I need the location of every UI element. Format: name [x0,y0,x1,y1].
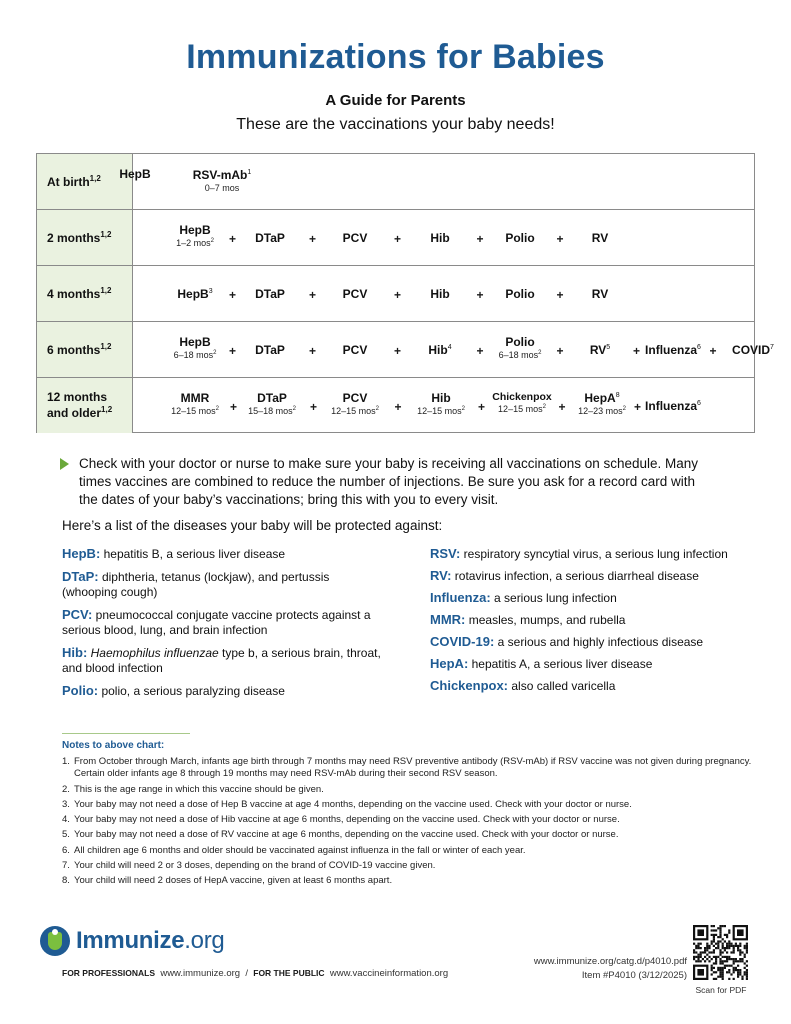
disease-item [62,607,382,638]
age-label-text: At birth$^{1,2}$ [47,173,101,189]
plus-sign: + [393,232,402,246]
disease-desc: respiratory syncytial virus, a serious lung infection [460,547,728,561]
plus-sign: + [308,232,317,246]
vaccine-hib [430,231,449,245]
vaccine-name: Influenza$^6$ [645,343,701,357]
qr-code-icon[interactable] [693,925,748,980]
disease-term: COVID-19: [430,634,495,649]
schedule-row [37,210,754,266]
vaccine-name: COVID$^7$ [732,343,774,357]
item-number: Item #P4010 (3/12/2025) [581,970,687,981]
vaccine-name: Influenza$^6$ [645,399,701,413]
age-label-text: 6 months$^{1,2}$ [47,341,112,357]
vaccine-pcv [343,287,368,301]
disease-item [430,612,760,628]
vaccine-name: Hib [430,287,450,301]
diseases-intro: Here’s a list of the diseases your baby will be protected against: [62,518,443,533]
vaccine-name: Hib [430,231,450,245]
vaccine-name: Hib$^4$ [428,343,452,357]
disease-item [430,678,760,694]
vaccine-influenza [645,343,701,357]
disease-desc: a serious lung infection [490,591,617,605]
pdf-link[interactable]: www.immunize.org/catg.d/p4010.pdf [533,956,687,967]
vaccine-hib [428,343,451,357]
vaccine-age-range: 0–7 mos [204,183,240,193]
note-item [62,875,752,887]
disease-item [430,634,760,650]
age-label [37,378,133,433]
plus-sign: + [632,344,641,358]
disease-item [430,546,760,562]
disease-item [430,568,760,584]
page-title: Immunizations for Babies [186,38,605,76]
immunize-logo-icon [40,926,70,956]
vaccine-name: Hib [431,391,451,405]
plus-sign: + [308,288,317,302]
disease-desc: hepatitis A, a serious liver disease [468,657,653,671]
age-label-line: and older$^{1,2}$ [47,405,113,420]
disease-item [430,590,760,606]
vaccine-hepa [578,391,626,416]
vaccine-name: Chickenpox [492,391,552,403]
vaccine-name: MMR [180,391,210,405]
plus-sign: + [476,344,484,358]
immunize-logo-text [76,927,224,955]
vaccine-rv [592,287,608,301]
age-label-text: 4 months$^{1,2}$ [47,285,112,301]
vaccine-hepb [176,223,214,248]
note-item [62,784,752,796]
logo-suffix: .org [184,927,225,954]
vaccine-age-range: 12–15 mos$^2$ [417,406,465,416]
note-number: 2. [62,783,70,795]
vaccine-hib [430,287,449,301]
disease-desc: pneumococcal conjugate vaccine protects against a serious blood, lung, and brain infection [62,608,371,637]
note-text: All children age 6 months and older should be vaccinated against influenza in the fall or winter of each year. [74,844,526,856]
qr-label: Scan for PDF [695,985,747,995]
note-item [62,845,752,857]
disease-item [62,683,382,699]
plus-sign: + [228,232,237,246]
vaccine-name: RSV-mAb$^1$ [192,168,252,182]
vaccine-name: HepA$^8$ [584,391,620,405]
disease-term: Influenza: [430,590,491,605]
plus-sign: + [633,400,642,414]
disease-term: RV: [430,568,452,583]
vaccine-polio [505,287,534,301]
disease-desc: a serious and highly infectious disease [494,635,704,649]
plus-sign: + [393,344,402,358]
plus-sign: + [229,400,238,414]
disease-term: HepB: [62,546,101,561]
disease-term: Polio: [62,683,99,698]
notes-divider [62,733,190,734]
vaccine-dtap [255,231,285,245]
disease-desc: polio, a serious paralyzing disease [98,684,285,698]
vaccine-hepb [119,167,150,181]
footer-links [62,968,448,979]
plus-sign: + [556,288,564,302]
disease-desc: diphtheria, tetanus (lockjaw), and pertussis (whooping cough) [62,570,330,599]
footer-separator: / [245,968,248,979]
disease-term: PCV: [62,607,93,622]
note-number: 4. [62,814,70,826]
vaccine-name: Polio [505,231,535,245]
age-label [37,266,133,321]
note-number: 3. [62,798,70,810]
vaccine-name: HepB [119,167,151,181]
check-with-doctor-note [62,455,702,509]
notes-list [62,756,752,891]
vaccine-dtap [248,391,296,416]
page-subtitle: A Guide for Parents [325,92,466,109]
vaccine-influenza [645,399,701,413]
professionals-link[interactable]: www.immunize.org [160,968,241,979]
vaccine-pcv [343,343,368,357]
vaccine-age-range: 12–15 mos$^2$ [498,404,546,414]
vaccine-name: PCV [342,287,368,301]
disease-desc: type b, a serious brain, throat, and blood infection [62,646,381,675]
plus-sign: + [558,400,566,414]
schedule-row [37,322,774,378]
note-number: 5. [62,829,70,841]
vaccine-name: Polio [505,287,535,301]
immunize-logo[interactable] [40,926,224,956]
triangle-bullet-icon [60,458,69,470]
plus-sign: + [308,344,317,358]
disease-term: HepA: [430,656,469,671]
note-item [62,860,752,872]
vaccine-rv [592,231,608,245]
note-item [62,756,752,781]
vaccine-hepb [177,287,212,301]
disease-item [62,645,382,676]
disease-desc: also called varicella [508,679,616,693]
public-link[interactable]: www.vaccineinformation.org [329,968,449,979]
note-number: 1. [62,756,70,767]
disease-term: RSV: [430,546,461,561]
footer-document-info [534,955,687,983]
disease-desc: rotavirus infection, a serious diarrheal disease [451,569,699,583]
disease-desc: measles, mumps, and rubella [465,613,626,627]
note-number: 6. [62,844,70,856]
vaccine-name: $RV^5$ [589,343,611,357]
disease-term: MMR: [430,612,466,627]
vaccine-mmr [171,391,219,416]
age-label-text: 2 months$^{1,2}$ [47,229,112,245]
disease-term: Hib: [62,645,88,660]
notes-title: Notes to above chart: [62,740,165,751]
vaccine-dtap [255,343,285,357]
disease-item [62,546,382,562]
vaccine-age-range: 12–15 mos$^2$ [331,406,379,416]
disease-term: Chickenpox: [430,678,509,693]
vaccine-name: DTaP [257,391,287,405]
disease-item [62,569,382,600]
for-professionals-label: FOR PROFESSIONALS [62,968,156,978]
note-text: Your child will need 2 doses of HepA vaccine, given at least 6 months apart. [74,875,393,887]
plus-sign: + [477,400,486,414]
vaccine-covid [732,343,774,357]
vaccine-polio [505,231,534,245]
vaccine-name: PCV [342,343,368,357]
vaccine-name: HepB [179,223,211,237]
plus-sign: + [309,400,318,414]
vaccine-polio [499,335,542,360]
plus-sign: + [556,344,564,358]
note-item [62,814,752,826]
note-number: 7. [62,860,70,872]
for-public-label: FOR THE PUBLIC [253,968,325,978]
vaccine-age-range: 1–2 mos$^2$ [176,238,214,248]
plus-sign: + [476,288,484,302]
vaccine-chickenpox [492,391,552,414]
plus-sign: + [476,232,484,246]
vaccine-name: RV [591,287,609,301]
plus-sign: + [556,232,564,246]
note-text: From October through March, infants age birth through 7 months may need RSV preventive antibody (RSV-mAb) if RSV vaccine was not given during pregnancy. Certain older infants age 8 through 19 months may need RSV-mAb during their second RSV season. [74,756,752,780]
vaccine-pcv [343,231,368,245]
schedule-row [37,154,754,210]
note-text: Your child will need 2 or 3 doses, depending on the brand of COVID-19 vaccine given. [74,860,436,872]
vaccine-rv [590,343,610,357]
disease-desc: hepatitis B, a serious liver disease [100,547,286,561]
vaccine-age-range: 15–18 mos$^2$ [248,406,296,416]
vaccine-dtap [255,287,285,301]
vaccine-name: DTaP [255,287,285,301]
disease-item [430,656,760,672]
note-item [62,799,752,811]
disease-term: DTaP: [62,569,99,584]
vaccine-hib [417,391,465,416]
note-text: Your baby may not need a dose of Hep B vaccine at age 4 months, depending on the vaccine used. Check with your doctor or nurse. [74,798,632,810]
diseases-list-left [62,546,382,706]
check-with-doctor-text: Check with your doctor or nurse to make sure your baby is receiving all vaccinations on schedule. Many times vaccines are combined to reduce the number of injections. Be sure you ask for a record card with the dates of your baby’s vaccinations; bring this with you to every visit. [79,456,699,507]
plus-sign: + [394,400,402,414]
vaccine-rsv-mab [193,168,252,193]
vaccine-schedule-table [36,153,774,433]
age-label [37,210,133,265]
age-label-line: 12 months [47,390,108,404]
vaccine-age-range: 6–18 mos$^2$ [173,350,217,360]
vaccine-name: RV [591,231,609,245]
vaccine-name: HepB$^3$ [177,287,213,301]
note-number: 8. [62,875,70,887]
plus-sign: + [393,288,402,302]
note-text: Your baby may not need a dose of Hib vaccine at age 6 months, depending on the vaccine used. Check with your doctor or nurse. [74,814,620,826]
vaccine-age-range: 12–15 mos$^2$ [171,406,219,416]
disease-desc-italic: Haemophilus influenzae [87,646,219,660]
diseases-list-right [430,546,760,700]
vaccine-age-range: 6–18 mos$^2$ [498,350,542,360]
vaccine-pcv [331,391,379,416]
note-text: Your baby may not need a dose of RV vaccine at age 6 months, depending on the vaccine used. Check with your doctor or nurse. [74,829,619,841]
vaccine-name: DTaP [255,231,285,245]
vaccine-name: PCV [342,231,368,245]
age-label [37,322,133,377]
age-label [37,154,133,209]
schedule-row [37,378,754,433]
note-text: This is the age range in which this vaccine should be given. [74,783,324,795]
schedule-row [37,266,754,322]
vaccine-name: DTaP [255,343,285,357]
plus-sign: + [709,344,717,358]
vaccine-age-range: 12–23 mos$^2$ [578,406,626,416]
logo-main: Immunize [76,927,185,954]
plus-sign: + [228,344,237,358]
plus-sign: + [228,288,237,302]
vaccine-name: HepB [179,335,211,349]
vaccine-name: Polio [505,335,535,349]
note-item [62,829,752,841]
page-tagline: These are the vaccinations your baby needs! [236,116,555,133]
vaccine-hepb [174,335,217,360]
vaccine-name: PCV [342,391,368,405]
